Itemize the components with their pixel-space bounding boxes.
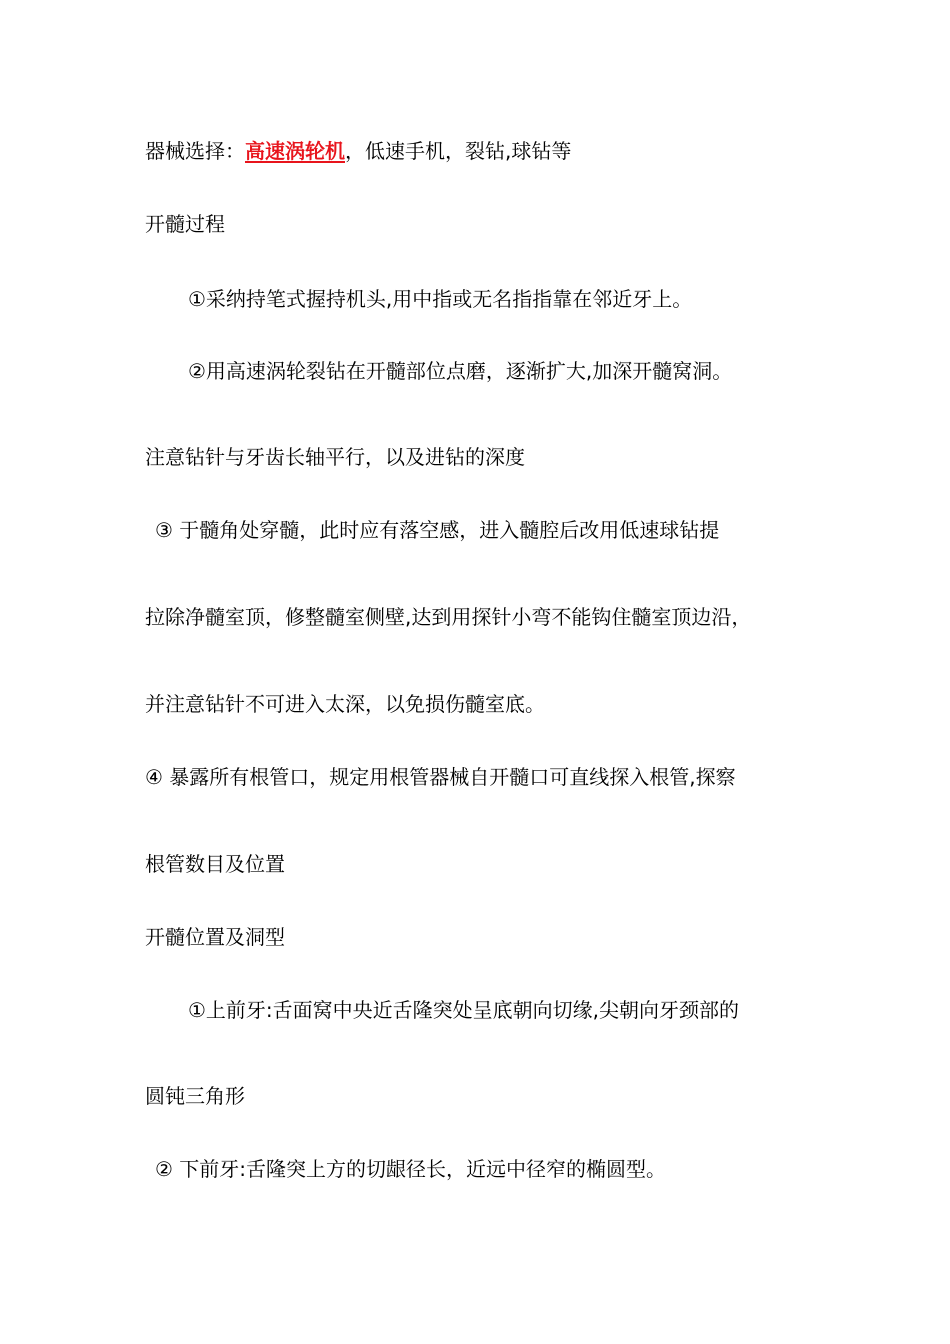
instrument-selection-paragraph (145, 137, 571, 165)
upper-anterior-paragraph: ①上前牙:舌面窝中央近舌隆突处呈底朝向切缘,尖朝向牙颈部的 (188, 998, 740, 1022)
instrument-selection-label: 器械选择： (145, 139, 245, 163)
note-paragraph: 注意钻针与牙齿长轴平行，以及进钻的深度 (145, 445, 525, 469)
highlighted-term: 高速涡轮机 (245, 139, 345, 163)
section-heading-pulp-opening-process: 开髓过程 (145, 212, 225, 236)
section-heading-opening-position: 开髓位置及洞型 (145, 925, 285, 949)
lower-anterior-paragraph: ② 下前牙:舌隆突上方的切龈径长，近远中径窄的椭圆型。 (155, 1157, 667, 1181)
step-4-continuation: 根管数目及位置 (145, 852, 285, 876)
step-2-paragraph: ②用高速涡轮裂钻在开髓部位点磨，逐渐扩大,加深开髓窝洞。 (188, 359, 733, 383)
step-1-paragraph: ①采纳持笔式握持机头,用中指或无名指指靠在邻近牙上。 (188, 287, 693, 311)
upper-anterior-continuation: 圆钝三角形 (145, 1084, 245, 1108)
step-3-continuation-2: 并注意钻针不可进入太深，以免损伤髓室底。 (145, 692, 545, 716)
instrument-list: ，低速手机，裂钻,球钻等 (345, 139, 572, 163)
step-4-paragraph: ④ 暴露所有根管口，规定用根管器械自开髓口可直线探入根管,探察 (145, 765, 736, 789)
step-3-continuation-1: 拉除净髓室顶，修整髓室侧壁,达到用探针小弯不能钩住髓室顶边沿， (145, 605, 752, 629)
step-3-paragraph: ③ 于髓角处穿髓，此时应有落空感，进入髓腔后改用低速球钻提 (155, 518, 720, 542)
